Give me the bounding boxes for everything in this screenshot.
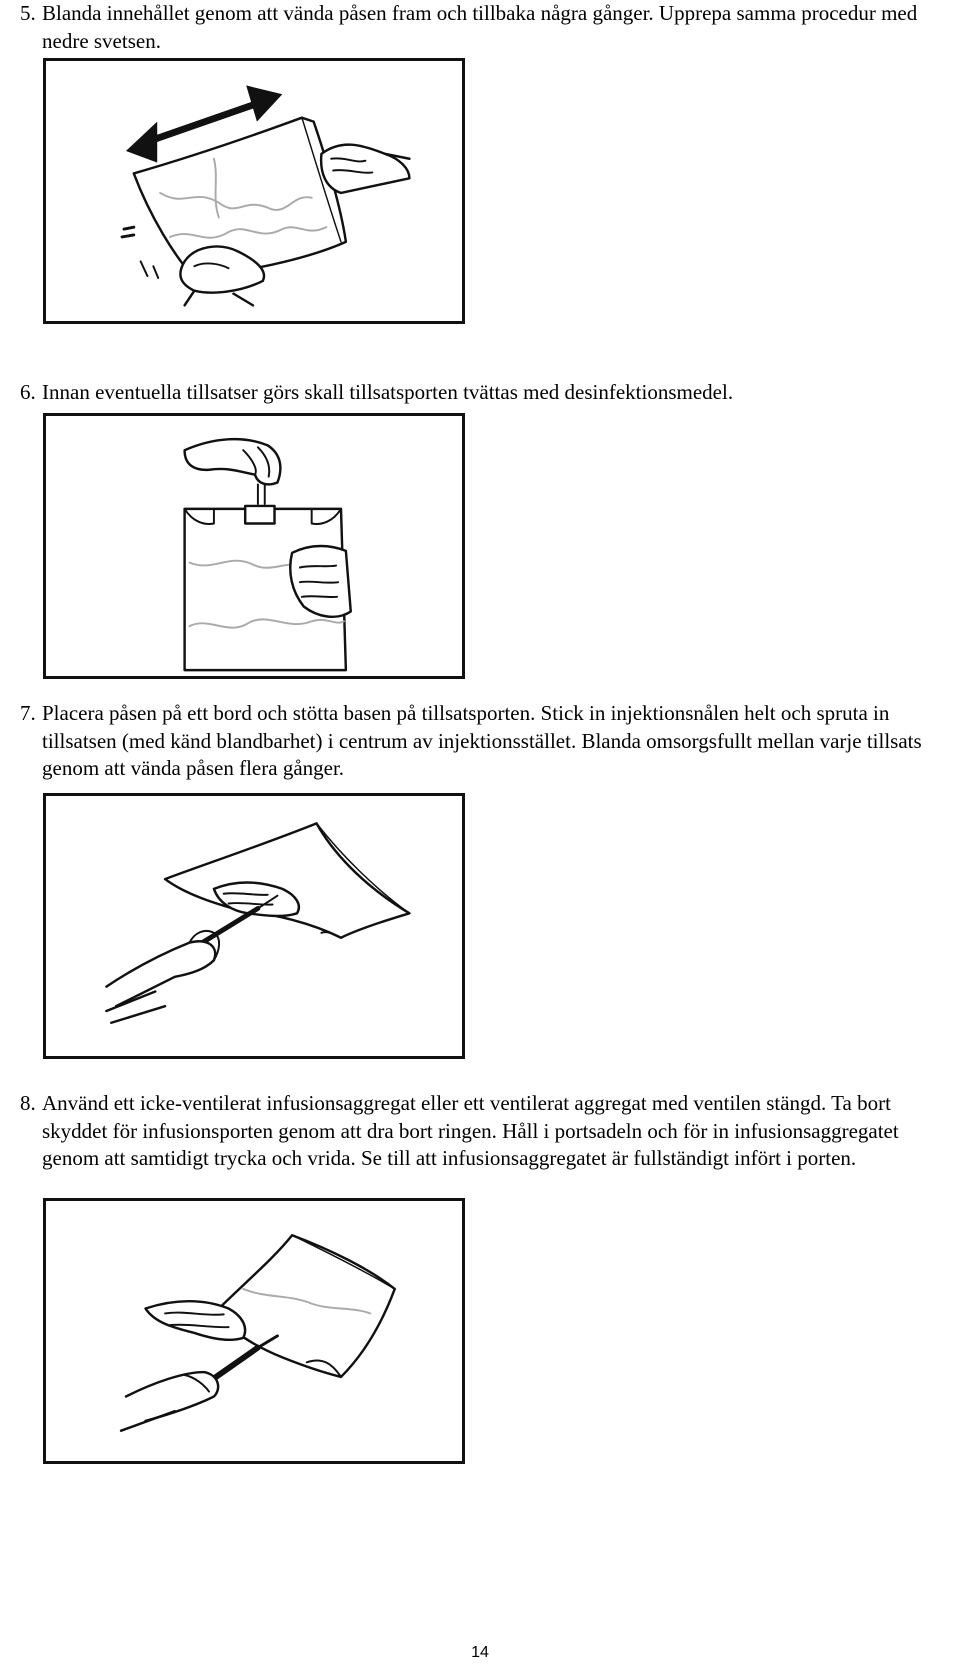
- step-text: Blanda innehållet genom att vända påsen fram och tillbaka några gånger. Upprepa samma procedur med nedre svetsen.: [42, 1, 918, 53]
- step-6: [20, 379, 942, 407]
- disinfect-port-illustration: [43, 413, 465, 679]
- step-7: [20, 700, 942, 783]
- step-text: Placera påsen på ett bord och stötta basen på tillsatsporten. Stick in injektionsnålen helt och spruta in tillsatsen (med känd blandbarhet) i centrum av injektionsstället. Blanda omsorgsfullt mellan varje tillsats genom att vända påsen flera gånger.: [42, 701, 922, 780]
- step-number: 6.: [20, 380, 36, 404]
- step-text: Innan eventuella tillsatser görs skall tillsatsporten tvättas med desinfektionsmedel.: [42, 380, 734, 404]
- step-8: [20, 1090, 942, 1173]
- step-number: 7.: [20, 701, 36, 725]
- step-5: [20, 0, 942, 55]
- step-number: 8.: [20, 1091, 36, 1115]
- page-number: 14: [471, 1644, 489, 1661]
- mixing-bag-illustration: [43, 58, 465, 324]
- insert-infusion-set-illustration: [43, 1198, 465, 1464]
- step-text: Använd ett icke-ventilerat infusionsaggregat eller ett ventilerat aggregat med ventilen stängd. Ta bort skyddet för infusionsporten genom att dra bort ringen. Håll i portsadeln och för in infusionsaggregatet genom att samtidigt trycka och vrida. Se till att infusionsaggregatet är fullständigt infört i porten.: [42, 1091, 899, 1170]
- inject-additive-illustration: [43, 793, 465, 1059]
- step-number: 5.: [20, 1, 36, 25]
